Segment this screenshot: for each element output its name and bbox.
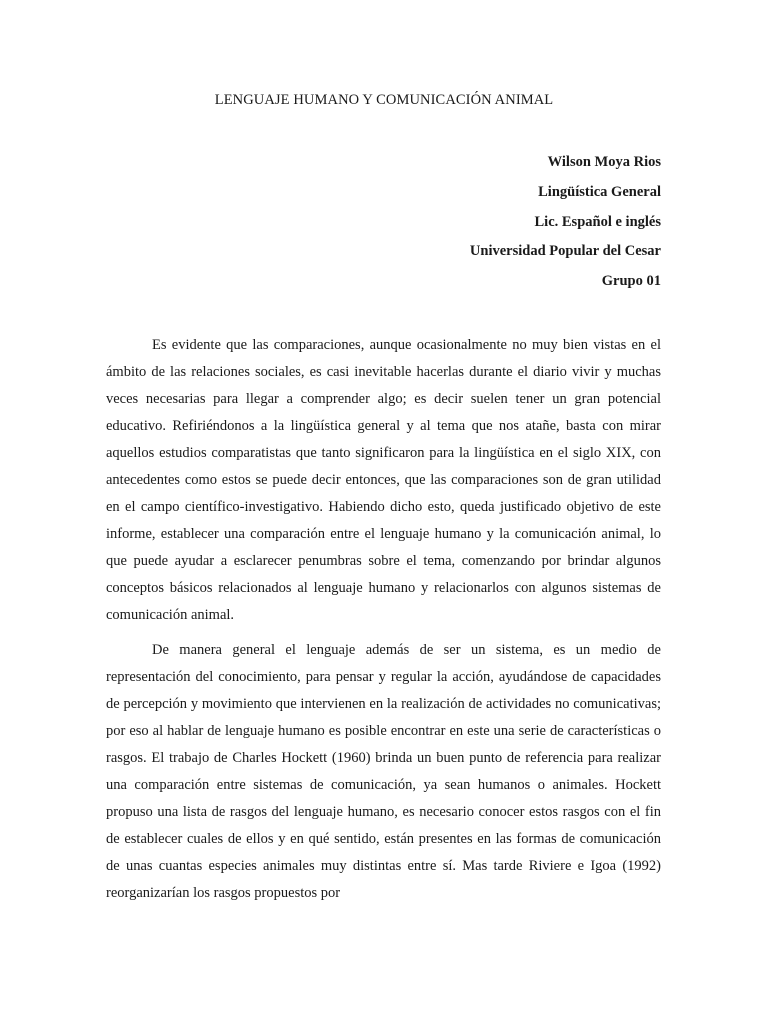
author-name: Wilson Moya Rios: [547, 154, 661, 170]
course-name: Lingüística General: [538, 183, 661, 200]
group-name: Grupo 01: [601, 273, 661, 290]
document-title: LENGUAJE HUMANO Y COMUNICACIÓN ANIMAL: [214, 92, 554, 108]
university-name: Universidad Popular del Cesar: [469, 243, 661, 260]
paragraph: De manera general el lenguaje además de ser un sistema, es un medio de representación del conocimiento, para pensar y regular la acción, ayudándose de capacidades de percepción y movimiento que intervienen en la realización de actividades no comunicativas; por eso al hablar de lenguaje humano es posible encontrar en este una serie de características o rasgos. El trabajo de Charles Hockett (1960) brinda un buen punto de referencia para realizar una comparación entre sistemas de comunicación, ya sean humanos o animales. Hockett propuso una lista de rasgos del lenguaje humano, es necesario conocer estos rasgos con el fin de establecer cuales de ellos y en qué sentido, están presentes en las formas de comunicación de unas cuantas especies animales muy distintas entre sí. Mas tarde Riviere e Igoa (1992) reorganizarían los rasgos propuestos por: [106, 642, 661, 901]
body-text: [106, 332, 661, 915]
program-name: Lic. Español e inglés: [534, 213, 661, 230]
paragraph: Es evidente que las comparaciones, aunque ocasionalmente no muy bien vistas en el ámbito de las relaciones sociales, es casi inevitable hacerlas durante el diario vivir y muchas veces necesarias para llegar a comprender algo; es decir suelen tener un gran potencial educativo. Refiriéndonos a la lingüística general y al tema que nos atañe, basta con mirar aquellos estudios comparatistas que tanto significaron para la lingüística en el siglo XIX, con antecedentes como estos se puede decir entonces, que las comparaciones son de gran utilidad en el campo científico-investigativo. Habiendo dicho esto, queda justificado objetivo de este informe, establecer una comparación entre el lenguaje humano y la comunicación animal, lo que puede ayudar a esclarecer penumbras sobre el tema, comenzando por brindar algunos conceptos básicos relacionados al lenguaje humano y relacionarlos con algunos sistemas de comunicación animal.: [106, 337, 661, 623]
author-block: [470, 148, 661, 297]
